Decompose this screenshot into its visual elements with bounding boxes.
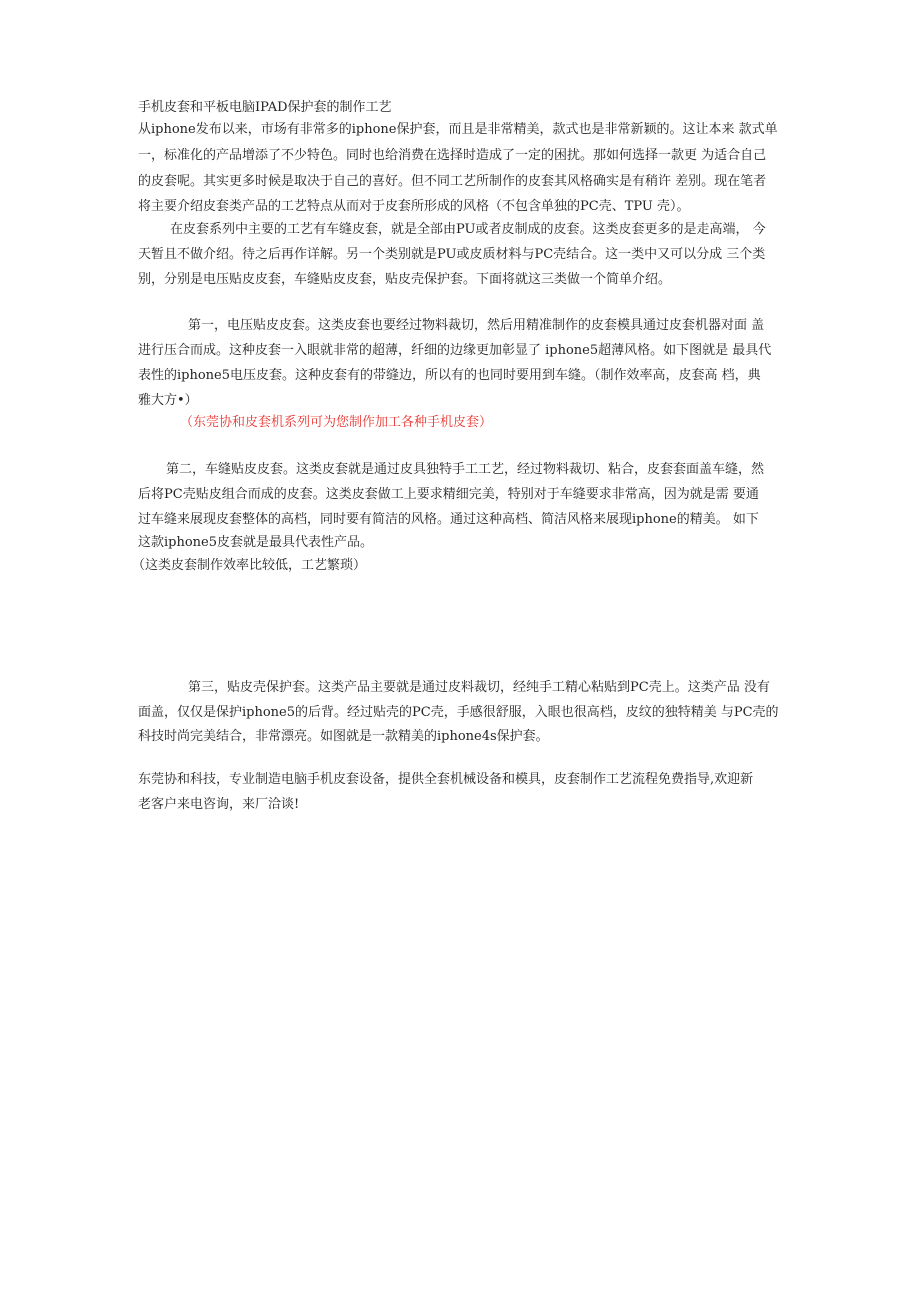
text-line: 这款iphone5皮套就是最具代表性产品。: [138, 535, 374, 550]
text-line: 第三，贴皮壳保护套。这类产品主要就是通过皮料裁切，经纯手工精心粘贴到PC壳上。这类产品 没有: [188, 680, 770, 695]
text-line: 一，标准化的产品增添了不少特色。同时也给消费在选择时造成了一定的困扰。那如何选择一款更 为适合自己: [138, 148, 767, 163]
text-line: 第二，车缝贴皮皮套。这类皮套就是通过皮具独特手工工艺，经过物料裁切、粘合，皮套套面盖车缝，然: [166, 462, 765, 477]
text-line: 东莞协和科技，专业制造电脑手机皮套设备，提供全套机械设备和模具，皮套制作工艺流程免费指导,欢迎新: [138, 772, 754, 787]
text-line: 老客户来电咨询，来厂洽谈!: [138, 797, 300, 812]
text-line: 的皮套呢。其实更多时候是取决于自己的喜好。但不同工艺所制作的皮套其风格确实是有稍许 差别。现在笔者: [138, 174, 767, 189]
document-title: 手机皮套和平板电脑IPAD保护套的制作工艺: [138, 100, 392, 115]
text-line: 科技时尚完美结合，非常漂亮。如图就是一款精美的iphone4s保护套。: [138, 729, 549, 744]
text-line: 天暂且不做介绍。待之后再作详解。另一个类别就是PU或皮质材料与PC壳结合。这一类中又可以分成 三个类: [138, 247, 766, 262]
text-line: 后将PC壳贴皮组合而成的皮套。这类皮套做工上要求精细完美，特别对于车缝要求非常高，因为就是需 要通: [138, 487, 759, 502]
text-line: 表性的iphone5电压皮套。这种皮套有的带缝边，所以有的也同时要用到车缝。（制作效率高，皮套高 档，典: [138, 368, 761, 383]
text-line: 从iphone发布以来，市场有非常多的iphone保护套，而且是非常精美，款式也是非常新颖的。这让本来 款式单: [138, 122, 778, 137]
text-line: 面盖，仅仅是保护iphone5的后背。经过贴壳的PC壳，手感很舒服，入眼也很高档，皮纹的独特精美 与PC壳的: [138, 705, 779, 720]
text-line: 第一，电压贴皮皮套。这类皮套也要经过物料裁切，然后用精准制作的皮套模具通过皮套机器对面 盖: [188, 318, 765, 333]
text-line: 将主要介绍皮套类产品的工艺特点从而对于皮套所形成的风格（不包含单独的PC壳、TPU 壳）。: [138, 199, 690, 214]
text-line: 在皮套系列中主要的工艺有车缝皮套，就是全部由PU或者皮制成的皮套。这类皮套更多的是走高端， 今: [170, 222, 766, 237]
efficiency-note: （这类皮套制作效率比较低，工艺繁琐）: [132, 558, 367, 573]
text-line: 别，分别是电压贴皮皮套，车缝贴皮皮套，贴皮壳保护套。下面将就这三类做一个简单介绍。: [138, 272, 672, 287]
promo-note: （东莞协和皮套机系列可为您制作加工各种手机皮套）: [180, 415, 493, 430]
text-line: 雅大方•）: [138, 393, 198, 408]
text-line: 过车缝来展现皮套整体的高档，同时要有简洁的风格。通过这种高档、简洁风格来展现iphone的精美。 如下: [138, 512, 759, 527]
text-line: 进行压合而成。这种皮套一入眼就非常的超薄，纤细的边缘更加彰显了 iphone5超薄风格。如下图就是 最具代: [138, 343, 772, 358]
